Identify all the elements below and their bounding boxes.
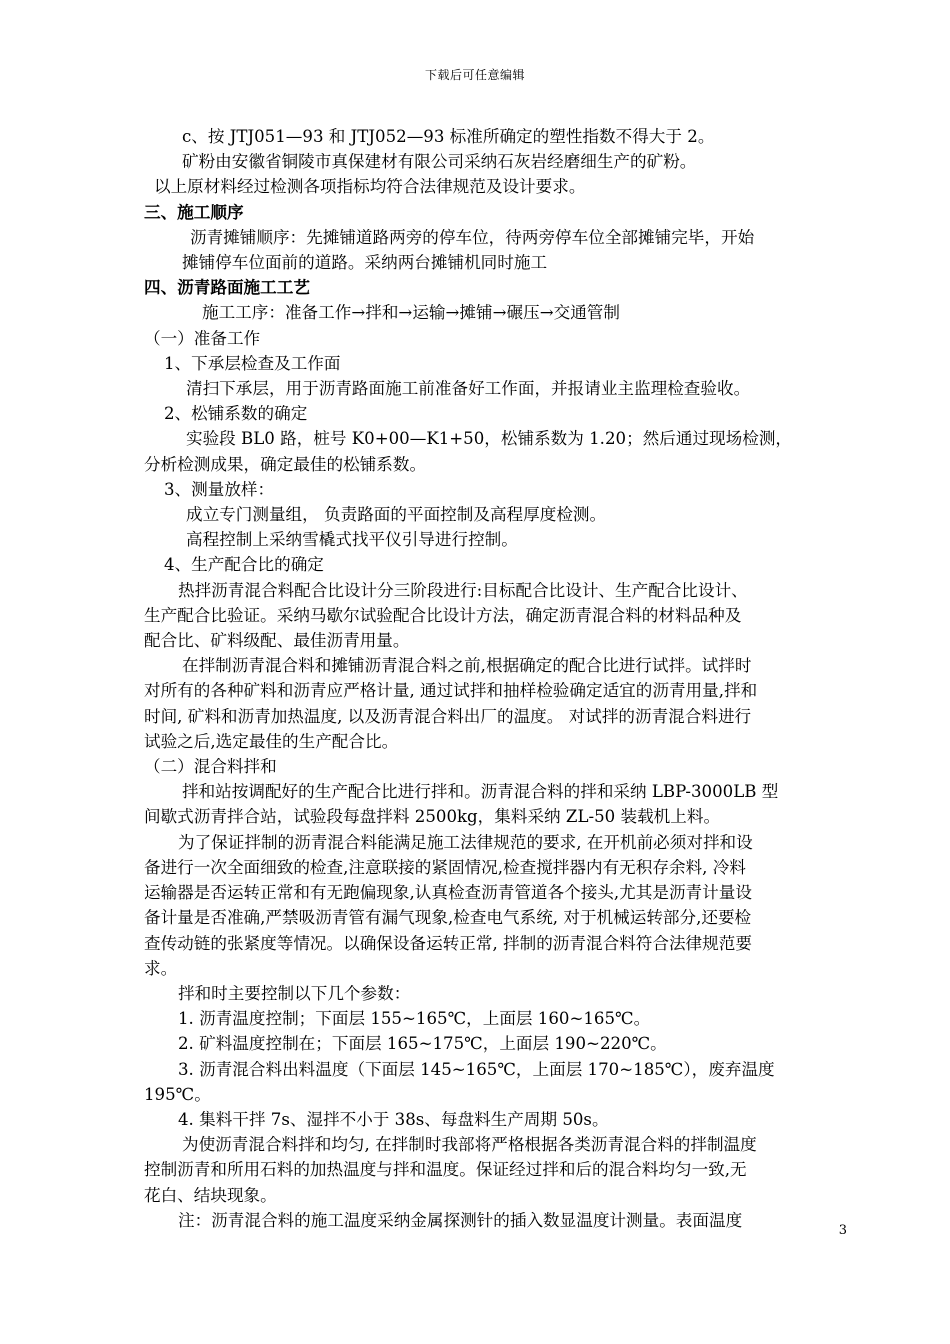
document-body: [144, 124, 850, 1233]
paragraph-line: 运输器是否运转正常和有无跑偏现象,认真检查沥青管道各个接头,尤其是沥青计量设: [144, 883, 752, 903]
paragraph-line: （二）混合料拌和: [144, 757, 277, 777]
paragraph-line: 控制沥青和所用石料的加热温度与拌和温度。保证经过拌和后的混合料均匀一致,无: [144, 1160, 747, 1180]
paragraph-line: 为了保证拌制的沥青混合料能满足施工法律规范的要求, 在开机前必须对拌和设: [178, 832, 753, 852]
paragraph-line: 备计量是否准确,严禁吸沥青管有漏气现象,检查电气系统, 对于机械运转部分,还要检: [144, 908, 752, 928]
paragraph-line: 矿粉由安徽省铜陵市真保建材有限公司采纳石灰岩经磨细生产的矿粉。: [182, 152, 697, 172]
paragraph-line: 沥青摊铺顺序：先摊铺道路两旁的停车位，待两旁停车位全部摊铺完毕，开始: [190, 227, 755, 247]
paragraph-line: c、按 JTJ051—93 和 JTJ052—93 标准所确定的塑性指数不得大于 2。: [182, 127, 715, 146]
paragraph-line: 查传动链的张紧度等情况。以确保设备运转正常, 拌制的沥青混合料符合法律规范要: [144, 933, 752, 953]
paragraph-line: 花白、结块现象。: [144, 1185, 277, 1205]
paragraph-line: 在拌制沥青混合料和摊铺沥青混合料之前,根据确定的配合比进行试拌。试拌时: [182, 656, 752, 676]
page-number: 3: [838, 1223, 847, 1238]
paragraph-line: 求。: [144, 958, 178, 978]
paragraph-line: 拌和时主要控制以下几个参数：: [178, 983, 411, 1003]
paragraph-line: 高程控制上采纳雪橇式找平仪引导进行控制。: [186, 530, 518, 550]
paragraph-line: 为使沥青混合料拌和均匀, 在拌制时我部将严格根据各类沥青混合料的拌制温度: [182, 1135, 757, 1155]
paragraph-line: （一）准备工作: [144, 328, 261, 348]
paragraph-line: 2、松铺系数的确定: [164, 404, 308, 424]
section-heading: 三、施工顺序: [144, 201, 244, 222]
paragraph-line: 时间, 矿料和沥青加热温度, 以及沥青混合料出厂的温度。 对试拌的沥青混合料进行: [144, 706, 752, 726]
paragraph-line: 1、下承层检查及工作面: [164, 353, 341, 373]
paragraph-line: 清扫下承层，用于沥青路面施工前准备好工作面，并报请业主监理检查验收。: [186, 379, 751, 399]
paragraph-line: 以上原材料经过检测各项指标均符合法律规范及设计要求。: [154, 177, 586, 197]
paragraph-line: 间歇式沥青拌合站，试验段每盘拌料 2500kg，集料采纳 ZL-50 装载机上料。: [144, 807, 721, 827]
section-heading: 四、沥青路面施工工艺: [144, 277, 310, 298]
paragraph-line: 试验之后,选定最佳的生产配合比。: [144, 731, 399, 751]
paragraph-line: 4. 集料干拌 7s、湿拌不小于 38s、每盘料生产周期 50s。: [178, 1109, 609, 1129]
paragraph-line: 3. 沥青混合料出料温度（下面层 145~165℃，上面层 170~185℃），废弃温度: [178, 1059, 775, 1079]
paragraph-line: 配合比、矿料级配、最佳沥青用量。: [144, 631, 410, 651]
paragraph-line: 1. 沥青温度控制；下面层 155~165℃，上面层 160~165℃。: [178, 1009, 651, 1029]
paragraph-line: 注：沥青混合料的施工温度采纳金属探测针的插入数显温度计测量。表面温度: [178, 1210, 743, 1230]
paragraph-line: 分析检测成果，确定最佳的松铺系数。: [144, 454, 427, 474]
paragraph-line: 成立专门测量组， 负责路面的平面控制及高程厚度检测。: [186, 505, 607, 525]
paragraph-line: 3、测量放样：: [164, 479, 275, 499]
paragraph-line: 备进行一次全面细致的检查,注意联接的紧固情况,检查搅拌器内有无积存余料, 冷料: [144, 857, 746, 877]
paragraph-line: 施工工序：准备工作→拌和→运输→摊铺→碾压→交通管制: [202, 303, 620, 323]
paragraph-line: 4、生产配合比的确定: [164, 555, 324, 575]
page-header: 下载后可任意编辑: [424, 68, 525, 82]
paragraph-line: 热拌沥青混合料配合比设计分三阶段进行:目标配合比设计、生产配合比设计、: [178, 580, 748, 600]
paragraph-line: 2. 矿料温度控制在；下面层 165~175℃，上面层 190~220℃。: [178, 1034, 667, 1054]
paragraph-line: 实验段 BL0 路，桩号 K0+00—K1+50，松铺系数为 1.20；然后通过现场检测，: [186, 429, 793, 449]
paragraph-line: 摊铺停车位面前的道路。采纳两台摊铺机同时施工: [182, 253, 548, 273]
paragraph-line: 对所有的各种矿料和沥青应严格计量, 通过试拌和抽样检验确定适宜的沥青用量,拌和: [144, 681, 758, 701]
paragraph-line: 拌和站按调配好的生产配合比进行拌和。沥青混合料的拌和采纳 LBP-3000LB 型: [182, 782, 779, 802]
paragraph-line: 195℃。: [144, 1084, 211, 1104]
paragraph-line: 生产配合比验证。采纳马歇尔试验配合比设计方法，确定沥青混合料的材料品种及: [144, 605, 742, 625]
